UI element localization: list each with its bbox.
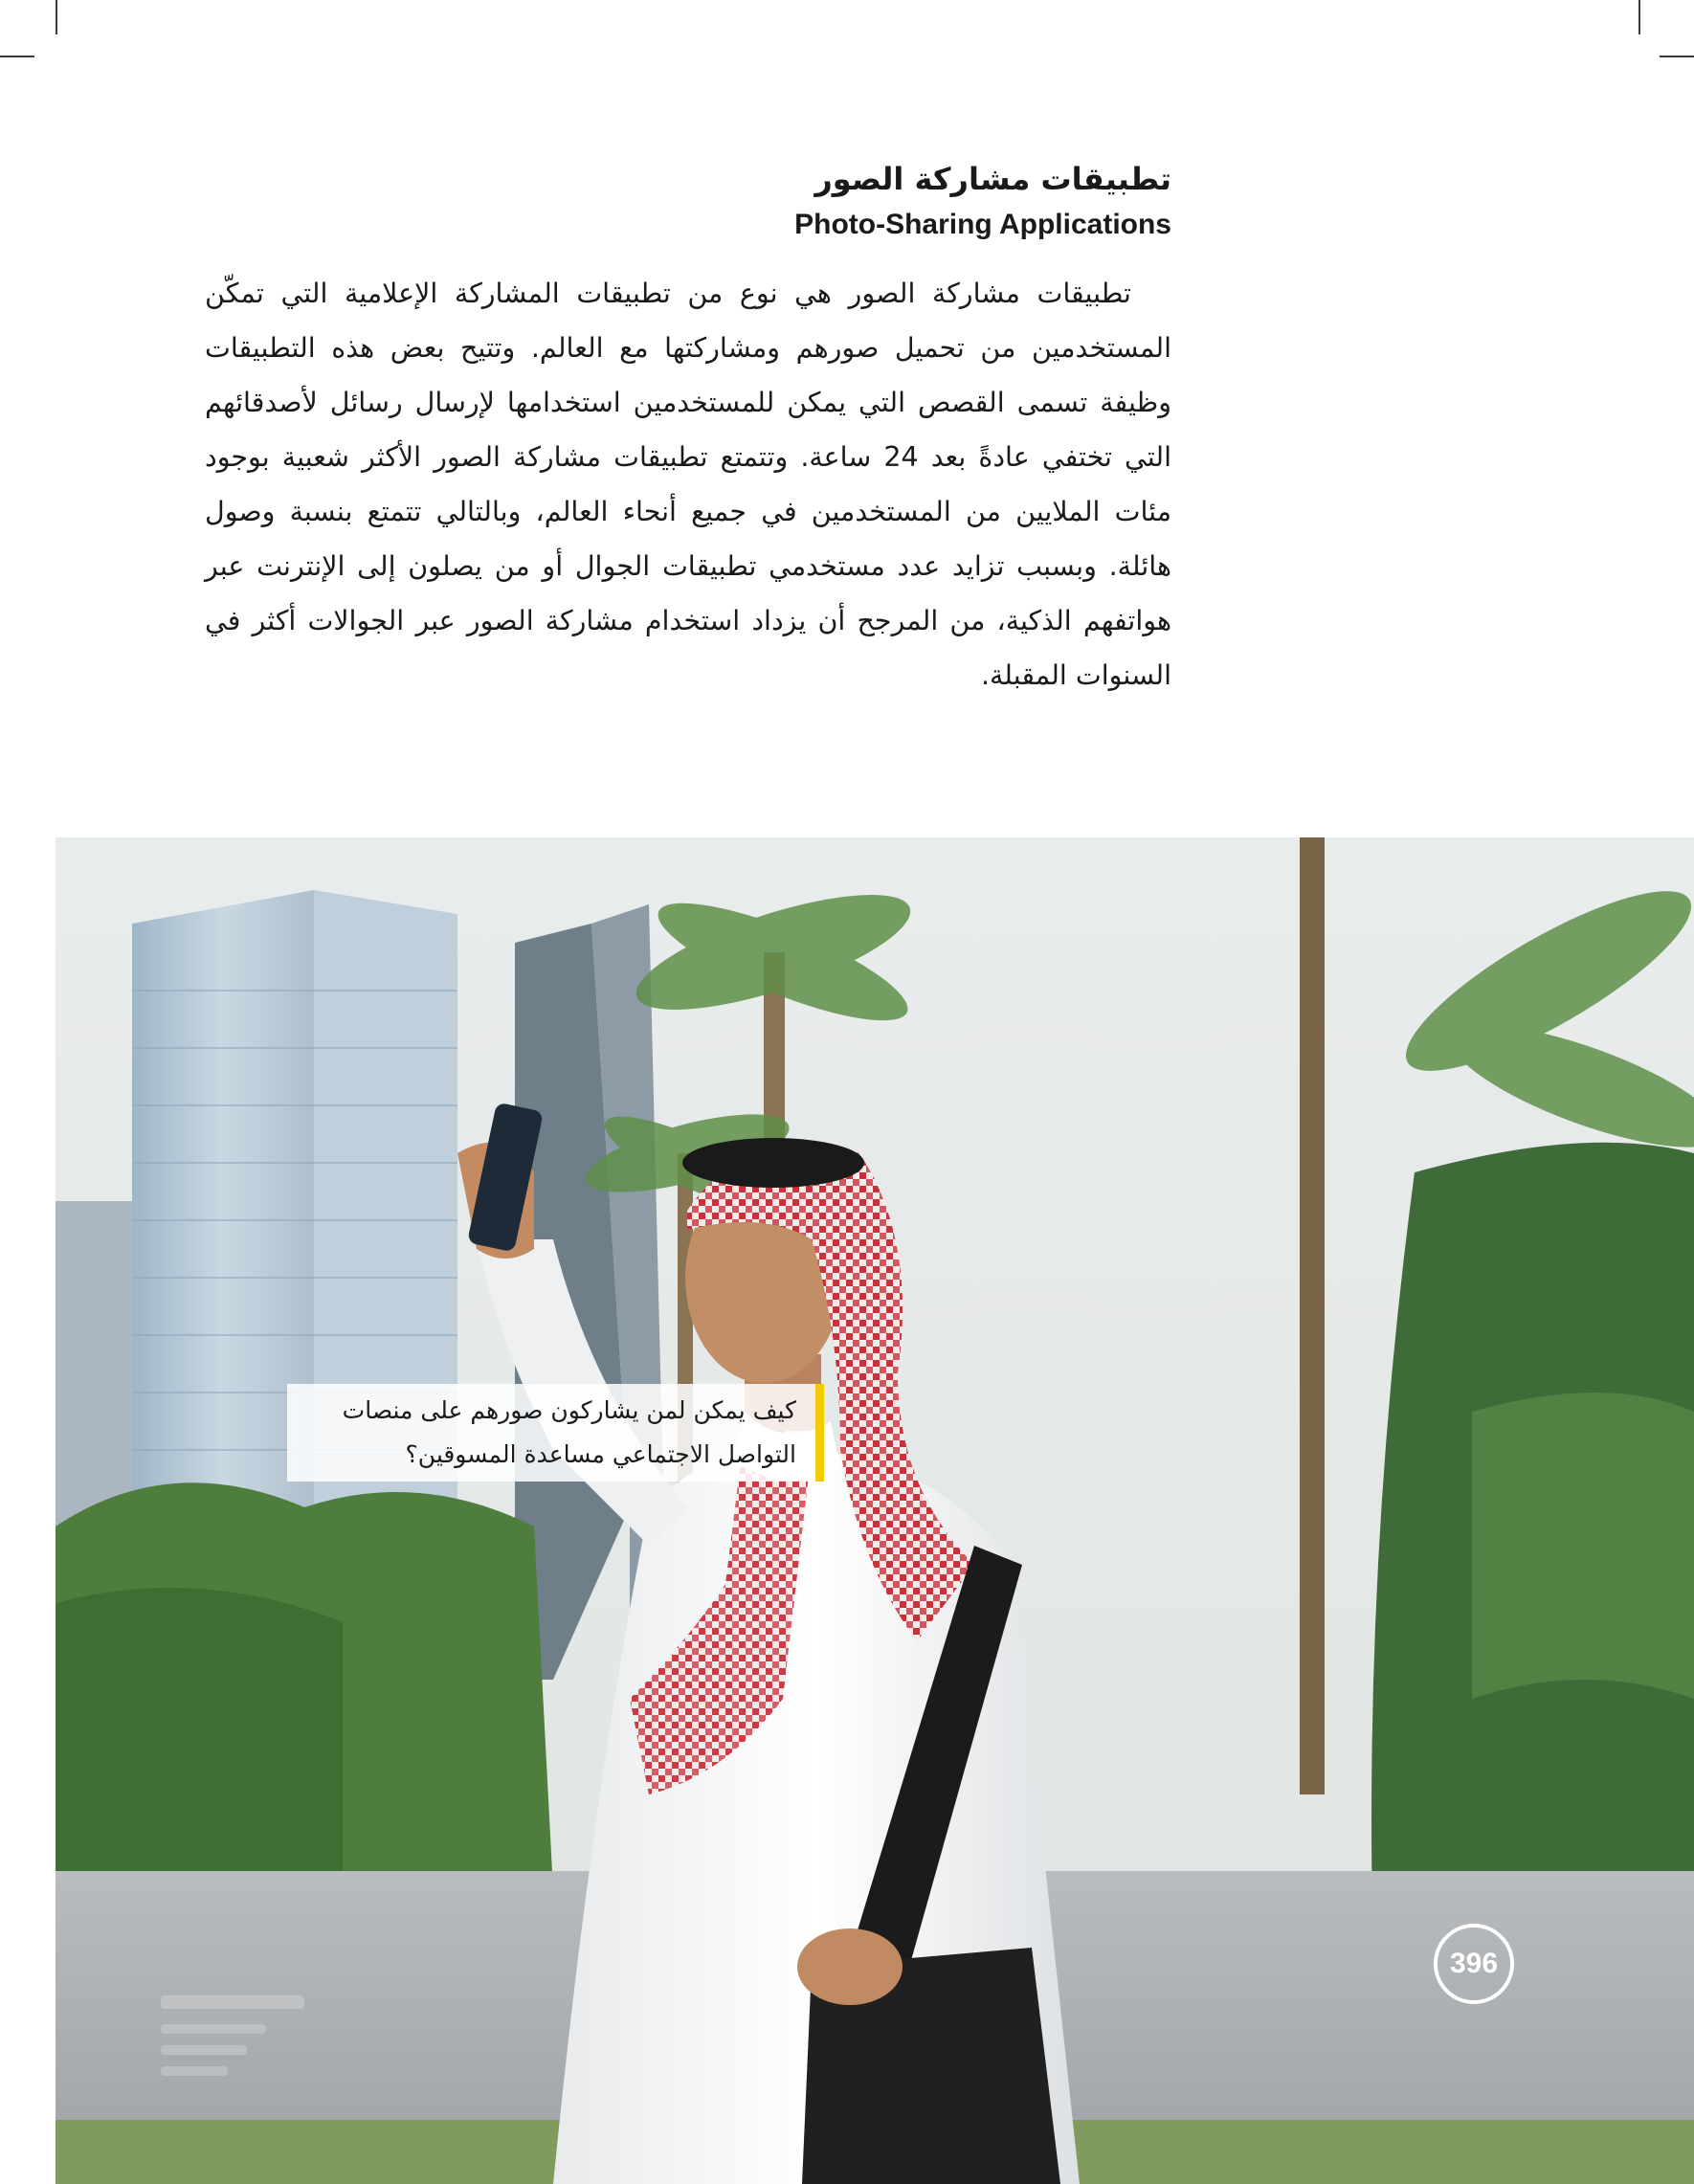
- crop-mark: [56, 0, 57, 34]
- crop-mark: [1638, 0, 1640, 34]
- body-paragraph: تطبيقات مشاركة الصور هي نوع من تطبيقات المشاركة الإعلامية التي تمكّن المستخدمين من تحميل صورهم ومشاركتها مع العالم. وتتيح بعض هذه التطبيقات وظيفة تسمى القصص التي يمكن للمستخدمين استخدامها لإرسال رسائل لأصدقائهم التي تختفي عادةً بعد 24 ساعة. وتتمتع تطبيقات مشاركة الصور الأكثر شعبية بوجود مئات الملايين من المستخدمين في جميع أنحاء العالم، وبالتالي تتمتع بنسبة وصول هائلة. وبسبب تزايد عدد مستخدمي تطبيقات الجوال أو من يصلون إلى الإنترنت عبر هواتفهم الذكية، من المرجح أن يزداد استخدام مشاركة الصور عبر الجوالات أكثر في السنوات المقبلة.: [205, 278, 1171, 691]
- section-title-arabic: تطبيقات مشاركة الصور: [814, 161, 1171, 197]
- crop-mark: [0, 56, 34, 57]
- section-title-english: Photo-Sharing Applications: [794, 209, 1171, 240]
- photo-caption: [287, 1384, 824, 1482]
- crop-mark: [1660, 56, 1694, 57]
- caption-text: كيف يمكن لمن يشاركون صورهم على منصات التواصل الاجتماعي مساعدة المسوقين؟: [287, 1384, 815, 1482]
- caption-accent-bar: [815, 1384, 824, 1482]
- page-number: 396: [1434, 1924, 1514, 2004]
